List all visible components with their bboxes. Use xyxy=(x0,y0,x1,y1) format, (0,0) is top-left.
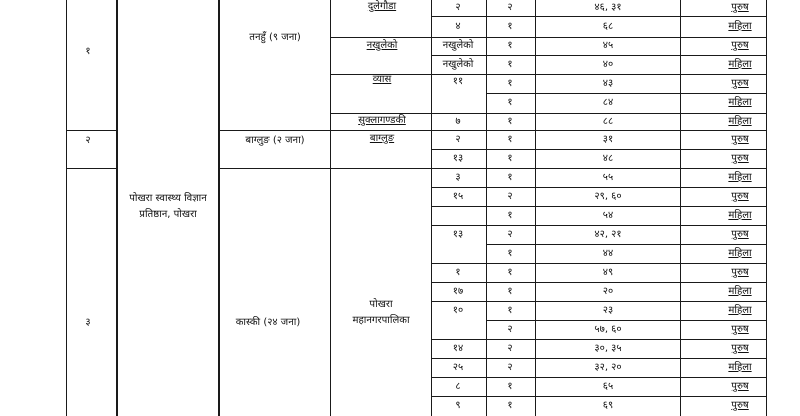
table-rule xyxy=(431,37,487,38)
gender-cell: पुरुष xyxy=(731,323,749,335)
table-rule xyxy=(486,396,536,397)
gender-cell: महिला xyxy=(728,97,752,108)
table-rule xyxy=(486,263,536,264)
table-rule xyxy=(431,225,487,226)
local-body-cell: दुलेगौडा xyxy=(367,1,397,12)
gender-cell: महिला xyxy=(728,361,752,373)
count-cell: १ xyxy=(507,152,513,164)
table-rule xyxy=(535,244,767,245)
gender-cell: पुरुष xyxy=(731,133,749,145)
table-rule xyxy=(535,16,767,17)
ward-cell: १० xyxy=(452,304,464,316)
gender-cell: पुरुष xyxy=(731,342,749,354)
table-rule xyxy=(330,113,432,114)
table-rule xyxy=(680,0,681,416)
local-body-cell: व्यास xyxy=(372,74,392,85)
table-rule xyxy=(486,113,536,114)
table-rule xyxy=(431,168,487,169)
gender-cell: महिला xyxy=(728,304,752,316)
table-rule xyxy=(486,0,487,416)
table-rule xyxy=(486,74,536,75)
count-cell: १ xyxy=(507,266,513,278)
table-rule xyxy=(330,37,432,38)
count-cell: १ xyxy=(507,20,513,32)
table-rule xyxy=(486,37,536,38)
table-rule xyxy=(486,320,536,321)
table-rule xyxy=(486,206,536,207)
age-cell: ४२, २१ xyxy=(594,228,622,240)
table-rule xyxy=(330,130,432,131)
gender-cell: महिला xyxy=(728,209,752,221)
gender-cell: पुरुष xyxy=(731,2,749,13)
table-rule xyxy=(431,55,487,56)
age-cell: ४६, ३१ xyxy=(594,2,622,13)
table-rule xyxy=(535,187,767,188)
ward-cell: नखुलेको xyxy=(442,40,474,51)
count-cell: १ xyxy=(507,380,513,392)
table-rule xyxy=(486,301,536,302)
table-rule xyxy=(218,0,220,416)
table-rule xyxy=(431,74,487,75)
table-rule xyxy=(431,206,487,207)
table-rule xyxy=(535,206,767,207)
table-rule xyxy=(486,168,536,169)
ward-cell: ११ xyxy=(452,76,464,87)
gender-cell: महिला xyxy=(728,247,752,259)
district-baglung: बाग्लुङ (२ जना) xyxy=(245,135,305,146)
table-rule xyxy=(766,0,767,416)
count-cell: १ xyxy=(507,247,513,259)
table-rule xyxy=(535,37,767,38)
table-rule xyxy=(486,225,536,226)
table-rule xyxy=(486,93,536,94)
gender-cell: महिला xyxy=(728,58,752,70)
table-rule xyxy=(218,168,331,169)
table-rule xyxy=(535,149,767,150)
count-cell: २ xyxy=(507,361,513,373)
table-rule xyxy=(535,130,767,131)
ward-cell: २ xyxy=(455,133,461,145)
table-rule xyxy=(486,130,536,131)
institution-line-2: प्रतिष्ठान, पोखरा xyxy=(139,209,197,220)
count-cell: २ xyxy=(507,2,513,13)
table-rule xyxy=(431,358,487,359)
table-rule xyxy=(486,55,536,56)
gender-cell: पुरुष xyxy=(731,190,749,202)
table-rule xyxy=(486,358,536,359)
gender-cell: पुरुष xyxy=(731,152,749,164)
ward-cell: नखुलेको xyxy=(442,58,474,70)
count-cell: १ xyxy=(507,400,513,411)
table-rule xyxy=(116,0,118,416)
count-cell: १ xyxy=(507,97,513,108)
age-cell: ४४ xyxy=(602,247,614,259)
table-rule xyxy=(486,187,536,188)
count-cell: २ xyxy=(507,342,513,354)
age-cell: ६९ xyxy=(602,400,614,411)
ward-cell: ४ xyxy=(455,20,461,32)
table-rule xyxy=(431,377,487,378)
table-rule xyxy=(66,0,67,416)
age-cell: ४३ xyxy=(602,77,614,89)
count-cell: १ xyxy=(507,40,513,51)
table-rule xyxy=(330,0,331,416)
table-rule xyxy=(535,339,767,340)
age-cell: ५५ xyxy=(602,171,614,183)
district-tanahun: तनहुँ (९ जना) xyxy=(249,32,301,43)
table-rule xyxy=(535,0,536,416)
table-rule xyxy=(486,16,536,17)
age-cell: ६८ xyxy=(602,20,614,32)
table-rule xyxy=(535,225,767,226)
ward-cell: १ xyxy=(455,266,461,278)
ward-cell: २५ xyxy=(452,361,464,373)
gender-cell: पुरुष xyxy=(731,400,749,411)
table-rule xyxy=(535,74,767,75)
gender-cell: पुरुष xyxy=(731,40,749,51)
age-cell: ४० xyxy=(602,58,614,70)
table-rule xyxy=(431,149,487,150)
serial-number-3: ३ xyxy=(85,317,91,328)
ward-cell: ७ xyxy=(455,115,461,127)
age-cell: ३१ xyxy=(602,133,614,145)
table-rule xyxy=(431,130,487,131)
gender-cell: पुरुष xyxy=(731,380,749,392)
table-rule xyxy=(535,282,767,283)
table-rule xyxy=(431,0,432,416)
ward-cell: ९ xyxy=(455,400,461,411)
district-kaski: कास्की (२४ जना) xyxy=(235,317,301,328)
count-cell: १ xyxy=(507,133,513,145)
table-rule xyxy=(486,377,536,378)
local-pokhara-line-1: पोखरा xyxy=(369,299,393,310)
table-rule xyxy=(535,168,767,169)
table-rule xyxy=(486,149,536,150)
table-rule xyxy=(66,168,117,169)
table-rule xyxy=(218,130,331,131)
serial-number-2: २ xyxy=(85,135,91,146)
count-cell: १ xyxy=(507,115,513,127)
age-cell: २० xyxy=(602,285,614,297)
table-rule xyxy=(535,55,767,56)
local-pokhara-line-2: महानगरपालिका xyxy=(352,315,410,326)
age-cell: ४९ xyxy=(602,266,614,278)
gender-cell: महिला xyxy=(728,20,752,32)
gender-cell: महिला xyxy=(728,171,752,183)
gender-cell: पुरुष xyxy=(731,77,749,89)
ward-cell: १५ xyxy=(452,190,464,202)
count-cell: १ xyxy=(507,304,513,316)
table-rule xyxy=(535,93,767,94)
count-cell: १ xyxy=(507,58,513,70)
table-rule xyxy=(486,244,536,245)
age-cell: ५४ xyxy=(602,209,614,221)
age-cell: ४५ xyxy=(602,40,614,51)
local-body-cell: बाग्लुङ xyxy=(369,133,395,144)
count-cell: १ xyxy=(507,285,513,297)
age-cell: ३०, ३५ xyxy=(594,342,622,354)
table-rule xyxy=(431,187,487,188)
age-cell: ४८ xyxy=(602,152,614,164)
table-rule xyxy=(330,168,432,169)
institution-line-1: पोखरा स्वास्थ्य विज्ञान xyxy=(129,193,207,204)
table-rule xyxy=(431,301,487,302)
age-cell: ८४ xyxy=(602,97,614,108)
table-rule xyxy=(535,377,767,378)
ward-cell: १७ xyxy=(452,285,464,297)
count-cell: १ xyxy=(507,171,513,183)
count-cell: २ xyxy=(507,323,513,335)
table-rule xyxy=(486,282,536,283)
ward-cell: १४ xyxy=(452,342,464,354)
age-cell: ६५ xyxy=(602,380,614,392)
table-rule xyxy=(535,320,767,321)
gender-cell: पुरुष xyxy=(731,228,749,240)
gender-cell: पुरुष xyxy=(731,266,749,278)
age-cell: ५७, ६० xyxy=(594,323,622,335)
ward-cell: ८ xyxy=(455,380,461,392)
serial-number-1: १ xyxy=(85,46,91,57)
local-body-cell: नखुलेको xyxy=(366,40,398,51)
local-body-cell: सुक्लागण्डकी xyxy=(358,115,406,126)
count-cell: १ xyxy=(507,77,513,89)
table-rule xyxy=(535,358,767,359)
table-rule xyxy=(535,263,767,264)
age-cell: ८८ xyxy=(602,115,614,127)
table-rule xyxy=(66,130,117,131)
count-cell: २ xyxy=(507,228,513,240)
count-cell: २ xyxy=(507,190,513,202)
age-cell: २९, ६० xyxy=(594,190,622,202)
age-cell: २३ xyxy=(602,304,614,316)
ward-cell: १३ xyxy=(452,228,464,240)
gender-cell: महिला xyxy=(728,285,752,297)
table-rule xyxy=(535,113,767,114)
ward-cell: २ xyxy=(455,2,461,13)
count-cell: १ xyxy=(507,209,513,221)
table-rule xyxy=(431,396,487,397)
table-rule xyxy=(431,16,487,17)
table-rule xyxy=(535,301,767,302)
gender-cell: महिला xyxy=(728,115,752,127)
ward-cell: १३ xyxy=(452,152,464,164)
table-rule xyxy=(535,396,767,397)
ward-cell: ३ xyxy=(455,171,461,183)
table-rule xyxy=(486,339,536,340)
table-rule xyxy=(431,339,487,340)
table-rule xyxy=(431,263,487,264)
table-rule xyxy=(431,113,487,114)
table-rule xyxy=(431,282,487,283)
age-cell: ३२, २० xyxy=(594,361,622,373)
